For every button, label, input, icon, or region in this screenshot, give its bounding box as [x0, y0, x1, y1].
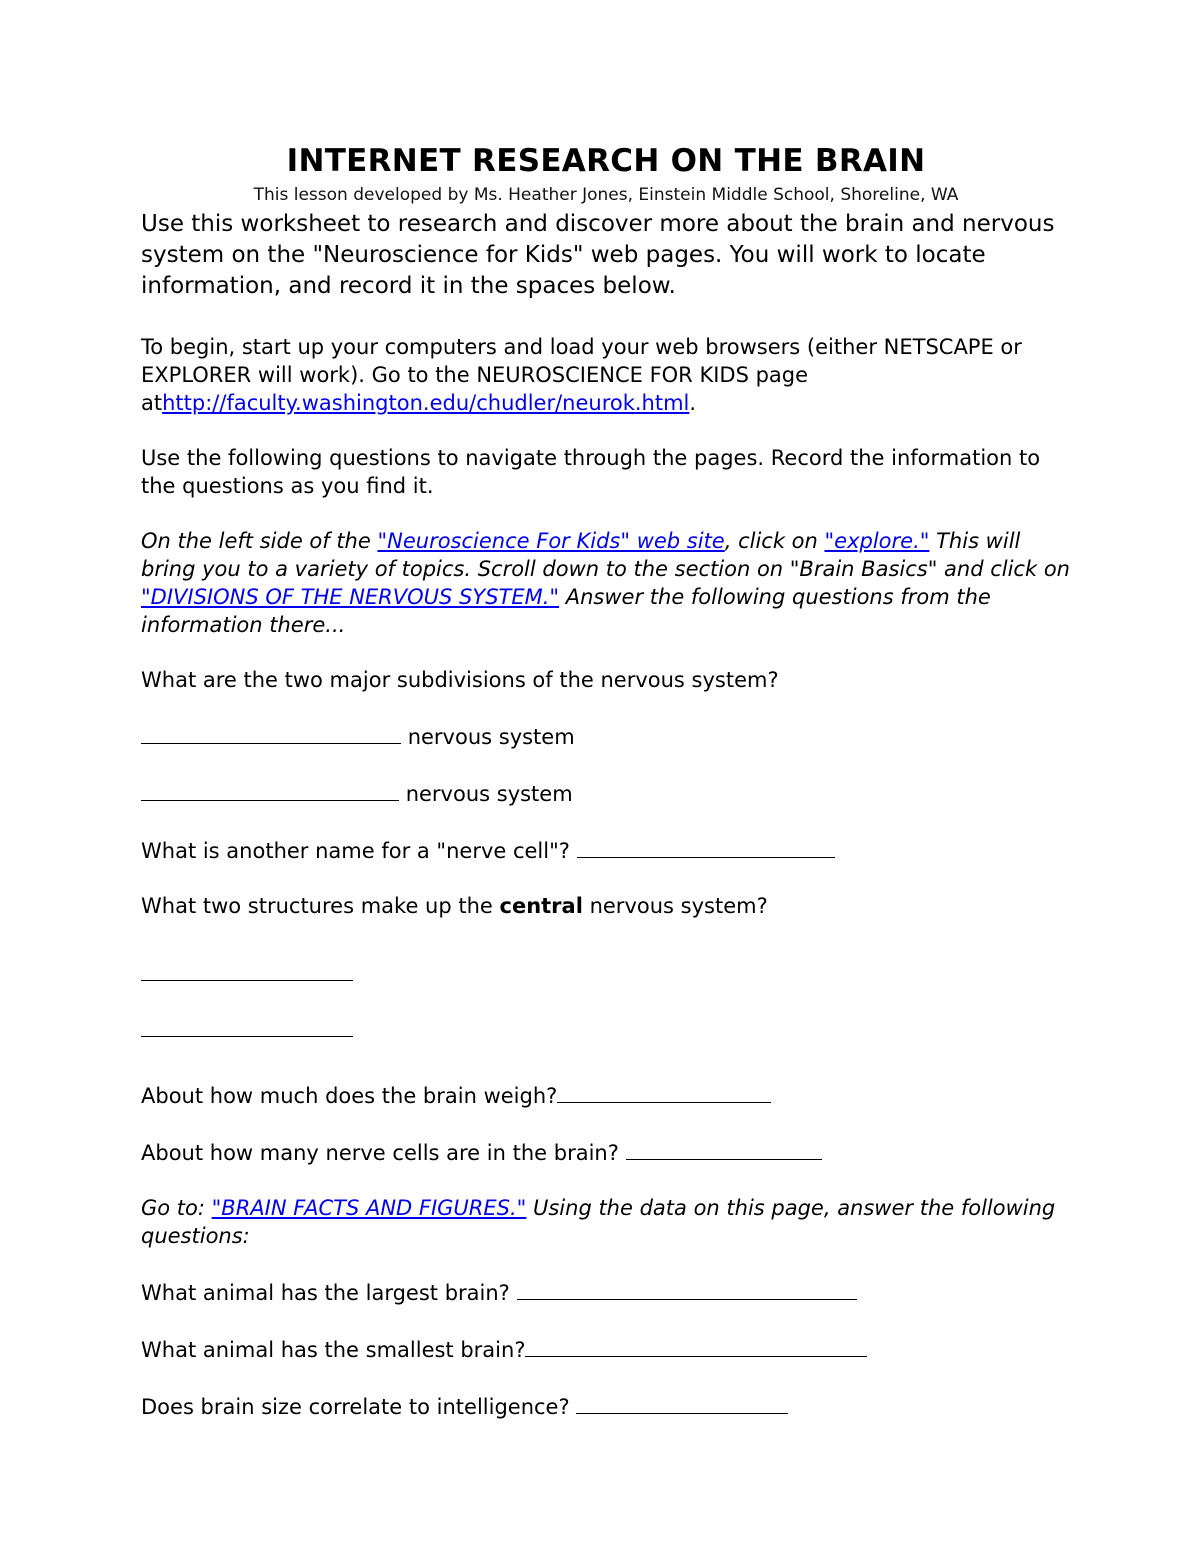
answer-line-cns-1: [141, 958, 1071, 988]
question-largest-brain: [141, 1277, 1071, 1307]
begin-text: To begin, start up your computers and load your web browsers (either NETSCAPE or EXPLORER will work). Go to the NEUROSCIENCE FOR KIDS page at: [141, 335, 1022, 415]
worksheet-title: INTERNET RESEARCH ON THE BRAIN: [286, 143, 926, 179]
nervous-system-label: nervous system: [405, 782, 573, 806]
instr1-text-4: Answer the following questions from the information there...: [141, 585, 991, 637]
answer-line-cns-2: [141, 1014, 1071, 1044]
answer-blank[interactable]: [141, 1014, 353, 1037]
neurok-url-link[interactable]: http://faculty.washington.edu/chudler/neurok.html: [162, 391, 690, 415]
question-nerve-cell: [141, 835, 1071, 865]
divisions-of-nervous-system-link[interactable]: "DIVISIONS OF THE NERVOUS SYSTEM.": [141, 585, 560, 609]
answer-blank[interactable]: [577, 835, 835, 858]
answer-blank[interactable]: [141, 778, 399, 801]
question-brain-size-intelligence: [141, 1391, 1071, 1421]
instr1-text-1: On the left side of the: [141, 529, 378, 553]
begin-end: .: [689, 391, 697, 415]
answer-blank[interactable]: [626, 1137, 822, 1160]
answer-blank[interactable]: [557, 1080, 771, 1103]
question-text: About how much does the brain weigh?: [141, 1084, 558, 1108]
instr1-text-2: , click on: [724, 529, 825, 553]
answer-line-subdivision-2: [141, 778, 1071, 808]
brain-facts-and-figures-link[interactable]: "BRAIN FACTS AND FIGURES.": [211, 1196, 527, 1220]
instructions-brain-facts: [141, 1194, 1071, 1250]
instructions-divisions: [141, 527, 1071, 639]
question-text: About how many nerve cells are in the brain?: [141, 1141, 619, 1165]
instr1-text-3: This will bring you to a variety of topics. Scroll down to the section on "Brain Basics" and click on: [141, 529, 1070, 581]
answer-blank[interactable]: [141, 958, 353, 981]
neuroscience-for-kids-link[interactable]: "Neuroscience For Kids" web site: [377, 529, 725, 553]
author-byline: This lesson developed by Ms. Heather Jones, Einstein Middle School, Shoreline, WA: [253, 185, 959, 205]
answer-blank[interactable]: [525, 1334, 867, 1357]
answer-blank[interactable]: [517, 1277, 857, 1300]
question-smallest-brain: [141, 1334, 1071, 1364]
q3-after: nervous system?: [582, 894, 768, 918]
explore-link[interactable]: "explore.": [824, 529, 930, 553]
instr2-text-1: Go to:: [141, 1196, 212, 1220]
question-brain-weight: [141, 1080, 1071, 1110]
question-subdivisions: What are the two major subdivisions of the nervous system?: [141, 668, 779, 692]
begin-paragraph: [141, 333, 1071, 417]
question-text: What animal has the smallest brain?: [141, 1338, 526, 1362]
worksheet-page: [141, 138, 1071, 1421]
question-text: What animal has the largest brain?: [141, 1281, 510, 1305]
q3-before: What two structures make up the: [141, 894, 500, 918]
instr2-text-2: Using the data on this page, answer the following questions:: [141, 1196, 1056, 1248]
intro-paragraph: Use this worksheet to research and discover more about the brain and nervous system on the "Neuroscience for Kids" web pages. You will work to locate information, and record it in the spaces below.: [141, 211, 1055, 299]
question-central-nervous-system: [141, 892, 1071, 920]
nervous-system-label: nervous system: [407, 725, 575, 749]
question-text: Does brain size correlate to intelligence?: [141, 1395, 570, 1419]
question-nerve-cell-count: [141, 1137, 1071, 1167]
question-text: What is another name for a "nerve cell"?: [141, 839, 570, 863]
answer-blank[interactable]: [141, 721, 401, 744]
answer-line-subdivision-1: [141, 721, 1071, 751]
navigate-paragraph: Use the following questions to navigate through the pages. Record the information to the questions as you find it.: [141, 446, 1041, 498]
q3-bold-word: central: [499, 894, 583, 918]
answer-blank[interactable]: [576, 1391, 788, 1414]
